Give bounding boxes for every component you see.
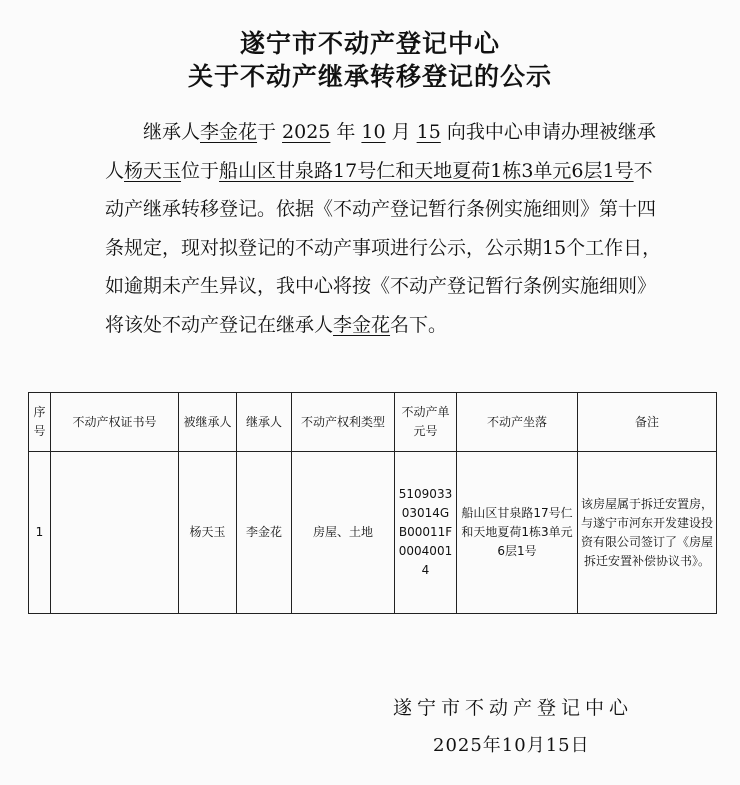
- header-cert-no: 不动产权证书号: [51, 393, 179, 452]
- heir-name-2: 李金花: [333, 313, 391, 336]
- body-text: 月: [391, 121, 411, 143]
- header-note: 备注: [578, 393, 717, 452]
- announcement-body: [105, 113, 665, 344]
- body-text: 不动产继承转移登记。依据《不动产登记暂行条例实施细则》第十四条规定，现对拟登记的不动产事项进行公示，公示期15个工作日，如逾期未产生异议，我中心将按《不动产登记暂行条例实施细则》将该处不动产登记在继承人: [105, 159, 662, 336]
- apply-month: 10: [361, 121, 386, 143]
- apply-year: 2025: [282, 121, 331, 143]
- header-seq: 序号: [29, 393, 51, 452]
- announcement-table: [28, 392, 717, 614]
- title-line-1: 遂宁市不动产登记中心: [239, 29, 500, 58]
- property-address: 船山区甘泉路17号仁和天地夏荷1栋3单元6层1号: [219, 159, 634, 182]
- title-line-2: 关于不动产继承转移登记的公示: [187, 62, 552, 91]
- table-header-row: [29, 393, 717, 452]
- cell-unit-no: 510903303014GB00011F00040014: [395, 452, 457, 614]
- header-heir: 继承人: [237, 393, 292, 452]
- body-text: 年: [336, 121, 356, 143]
- cell-heir: 李金花: [237, 452, 292, 614]
- header-unit-no: 不动产单元号: [395, 393, 457, 452]
- body-text: 继承人: [143, 121, 201, 143]
- body-text: 于: [257, 121, 277, 143]
- header-decedent: 被继承人: [179, 393, 237, 452]
- heir-name: 李金花: [200, 121, 258, 143]
- cell-note: 该房屋属于拆迁安置房，与遂宁市河东开发建设投资有限公司签订了《房屋拆迁安置补偿协议书》。: [578, 452, 717, 614]
- header-location: 不动产坐落: [457, 393, 578, 452]
- body-text: 位于: [181, 159, 220, 182]
- table-row: [29, 452, 717, 614]
- cell-decedent: 杨天玉: [179, 452, 237, 614]
- cell-cert-no: [51, 452, 179, 614]
- body-text: 向我中心申请办理被继承人: [105, 121, 656, 182]
- body-text: 名下。: [390, 313, 448, 336]
- apply-day: 15: [416, 121, 441, 143]
- signature-date: 2025年10月15日: [433, 735, 590, 756]
- cell-location: 船山区甘泉路17号仁和天地夏荷1栋3单元6层1号: [457, 452, 578, 614]
- header-right-type: 不动产权利类型: [292, 393, 395, 452]
- decedent-name: 杨天玉: [124, 159, 182, 182]
- signature-org: 遂宁市不动产登记中心: [393, 697, 634, 719]
- cell-right-type: 房屋、土地: [292, 452, 395, 614]
- cell-seq: 1: [29, 452, 51, 614]
